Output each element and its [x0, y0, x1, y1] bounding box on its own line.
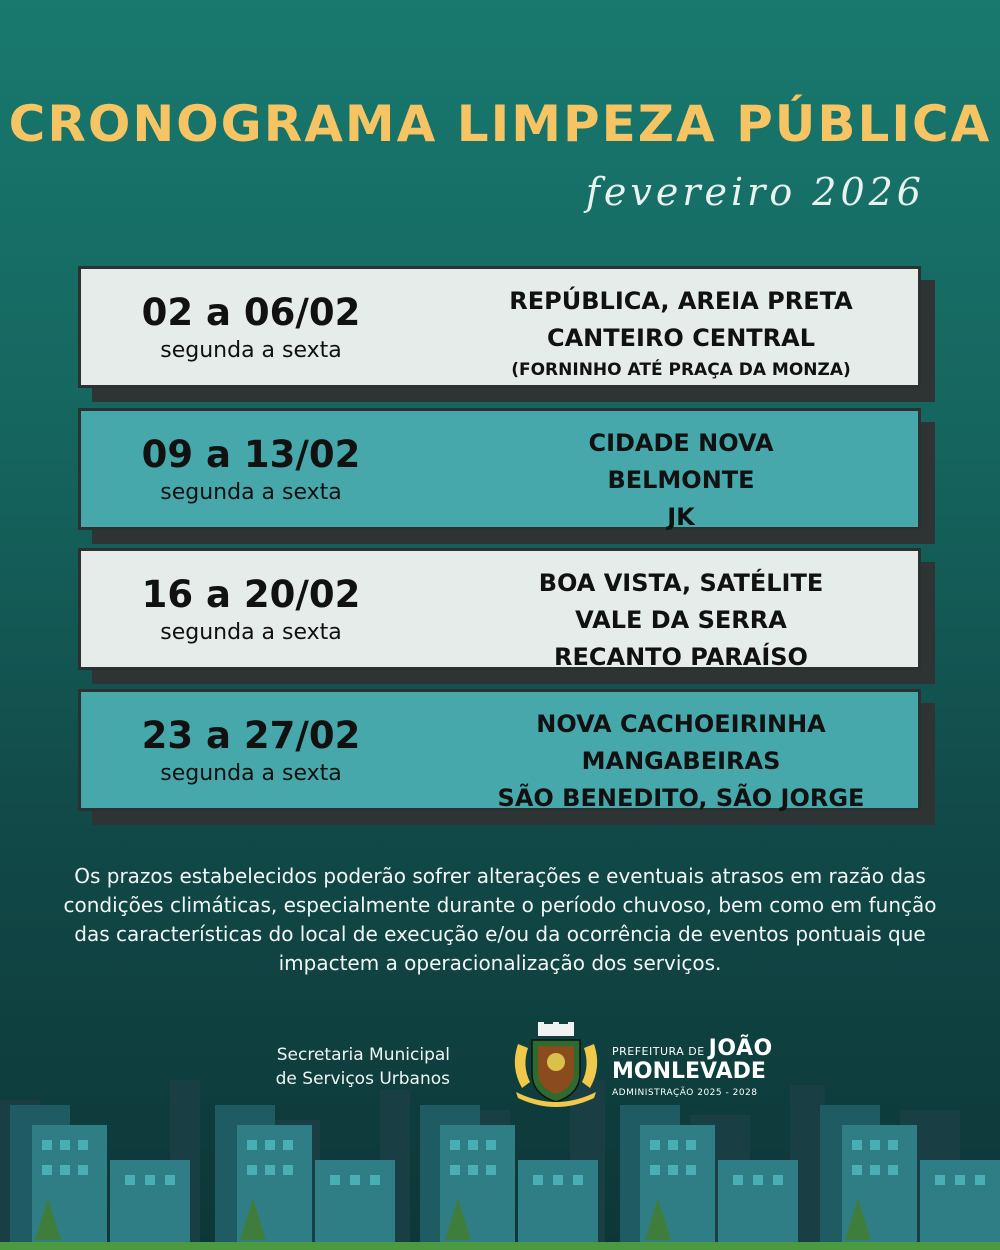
- page-title: CRONOGRAMA LIMPEZA PÚBLICA: [8, 95, 992, 153]
- city-skyline-illustration: [0, 1080, 1000, 1250]
- place-line: CANTEIRO CENTRAL: [546, 324, 816, 352]
- month-subtitle: fevereiro 2026: [585, 170, 925, 214]
- place-line: BOA VISTA, SATÉLITE: [538, 569, 824, 597]
- card-period: segunda a sexta: [160, 338, 342, 363]
- prefeitura-logo-text: [612, 1036, 782, 1098]
- schedule-card-1: [78, 266, 921, 388]
- place-line: BELMONTE: [607, 466, 755, 494]
- secretaria-line-2: de Serviços Urbanos: [275, 1069, 450, 1089]
- prefeitura-city-2: MONLEVADE: [612, 1059, 766, 1084]
- coat-of-arms-icon: [508, 1022, 604, 1108]
- card-places: [441, 283, 921, 383]
- schedule-card-3: [78, 548, 921, 670]
- card-places: [441, 565, 921, 676]
- card-dates: 02 a 06/02: [141, 291, 361, 334]
- card-period: segunda a sexta: [160, 480, 342, 505]
- card-dates: 23 a 27/02: [141, 714, 361, 757]
- place-line: CIDADE NOVA: [588, 429, 774, 457]
- card-period: segunda a sexta: [160, 620, 342, 645]
- card-dates: 16 a 20/02: [141, 573, 361, 616]
- card-period: segunda a sexta: [160, 761, 342, 786]
- prefeitura-line-1: [612, 1036, 782, 1061]
- place-line: VALE DA SERRA: [575, 606, 787, 634]
- place-line: MANGABEIRAS: [581, 747, 781, 775]
- schedule-card-2: [78, 408, 921, 530]
- place-line: RECANTO PARAÍSO: [554, 643, 808, 671]
- prefeitura-city-1: JOÃO: [708, 1036, 773, 1061]
- place-line: JK: [667, 503, 695, 531]
- place-note: (FORNINHO ATÉ PRAÇA DA MONZA): [511, 360, 851, 380]
- administracao-label: ADMINISTRAÇÃO 2025 - 2028: [612, 1088, 758, 1098]
- place-line: SÃO BENEDITO, SÃO JORGE: [497, 784, 865, 812]
- card-box: [78, 266, 921, 388]
- card-places: [441, 706, 921, 817]
- disclaimer-text: Os prazos estabelecidos poderão sofrer alterações e eventuais atrasos em razão das condições climáticas, especialmente durante o período chuvoso, bem como em função das características do local de execução e/ou da ocorrência de eventos pontuais que impactem a operacionalização dos serviços.: [63, 864, 937, 975]
- card-box: [78, 408, 921, 530]
- secretaria-label: [200, 1043, 450, 1091]
- card-box: [78, 689, 921, 811]
- schedule-card-4: [78, 689, 921, 811]
- place-line: NOVA CACHOEIRINHA: [536, 710, 826, 738]
- card-places: [441, 425, 921, 536]
- prefeitura-prefix: PREFEITURA DE: [612, 1045, 705, 1058]
- card-dates: 09 a 13/02: [141, 433, 361, 476]
- card-box: [78, 548, 921, 670]
- secretaria-line-1: Secretaria Municipal: [276, 1045, 450, 1065]
- place-line: REPÚBLICA, AREIA PRETA: [509, 287, 853, 315]
